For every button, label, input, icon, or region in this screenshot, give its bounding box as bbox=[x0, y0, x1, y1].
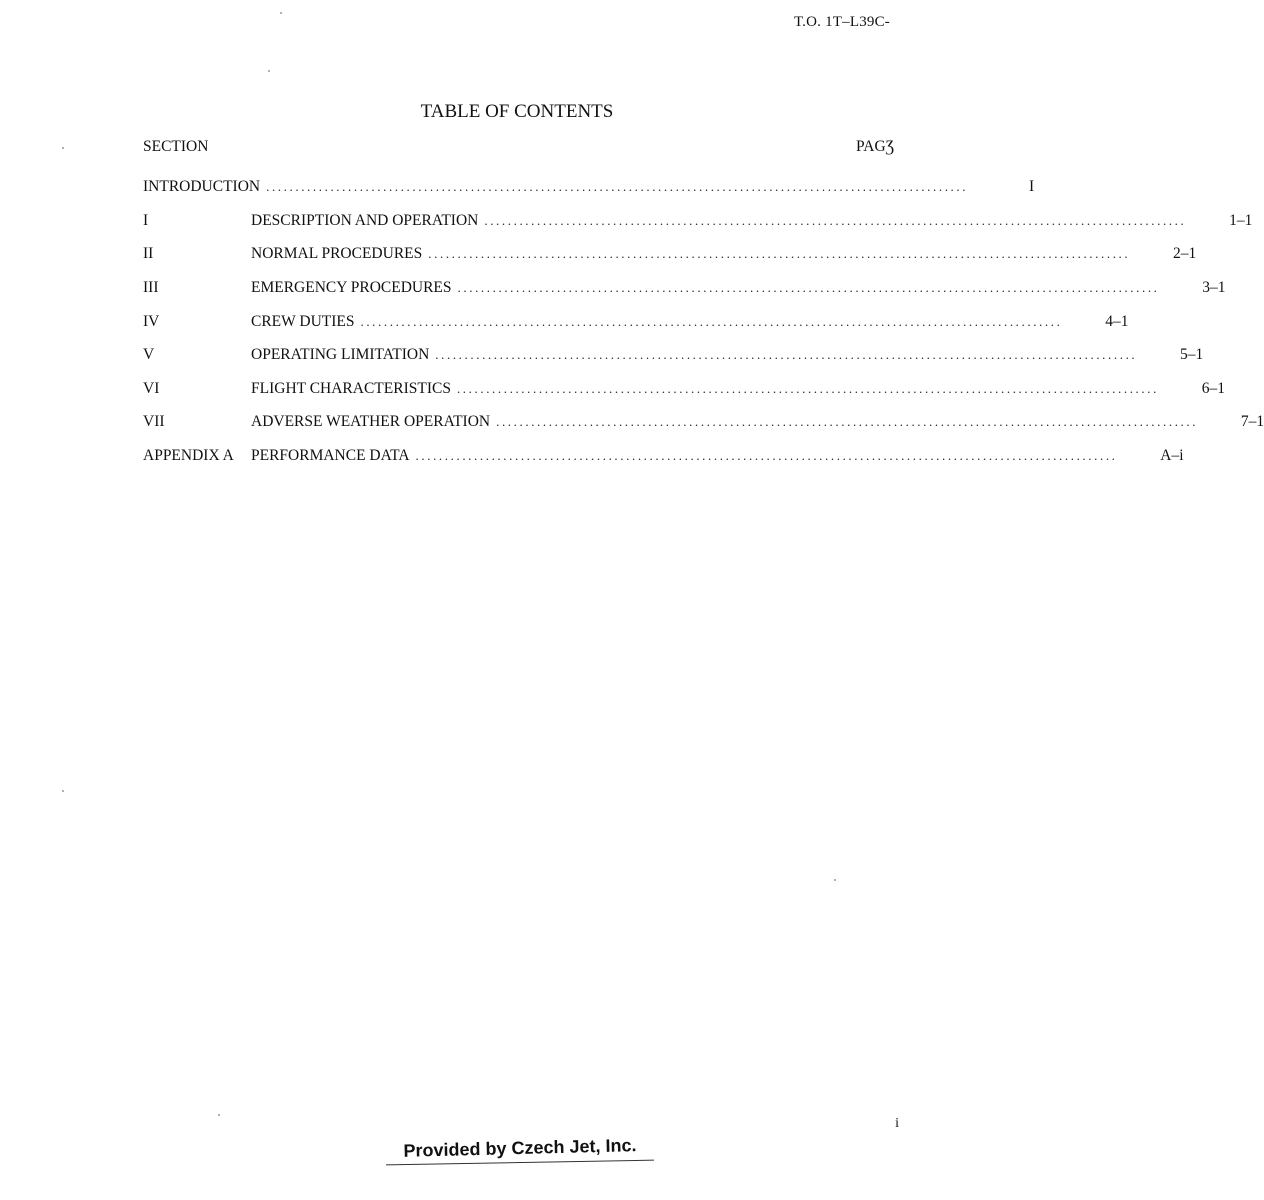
toc-entry bbox=[143, 279, 1226, 301]
toc-entry-title: EMERGENCY PROCEDURES bbox=[251, 279, 452, 296]
section-column-header: SECTION bbox=[143, 138, 209, 155]
footer-credit: Provided by Czech Jet, Inc. bbox=[403, 1135, 637, 1161]
page-column-header: PAGƷ bbox=[856, 138, 894, 155]
toc-entry-number: VII bbox=[143, 413, 165, 430]
toc-entry-title: PERFORMANCE DATA bbox=[251, 447, 410, 464]
toc-entry-title: ADVERSE WEATHER OPERATION bbox=[251, 413, 491, 430]
toc-entry-page: 2–1 bbox=[1173, 245, 1197, 262]
toc-entry-number: I bbox=[143, 212, 149, 229]
toc-dot-leader: ........................................................................................................................ bbox=[428, 246, 1131, 261]
toc-entry-title: INTRODUCTION bbox=[143, 178, 261, 195]
toc-entry-number: APPENDIX A bbox=[143, 447, 234, 464]
toc-entry-number: VI bbox=[143, 380, 160, 397]
toc-entry bbox=[143, 178, 1035, 200]
toc-dot-leader: ........................................................................................................................ bbox=[457, 280, 1160, 295]
toc-entry bbox=[143, 212, 1253, 234]
page-number: i bbox=[895, 1116, 899, 1131]
toc-dot-leader: ........................................................................................................................ bbox=[360, 314, 1063, 329]
toc-dot-leader: ........................................................................................................................ bbox=[496, 414, 1199, 429]
toc-entry bbox=[143, 346, 1204, 368]
toc-entry-page: 1–1 bbox=[1229, 212, 1253, 229]
page-title: TABLE OF CONTENTS bbox=[420, 101, 614, 122]
toc-entry-title: NORMAL PROCEDURES bbox=[251, 245, 423, 262]
toc-entry-title: CREW DUTIES bbox=[251, 313, 355, 330]
toc-entry-page: A–i bbox=[1160, 447, 1184, 464]
scan-speck bbox=[218, 1114, 220, 1116]
document-id: T.O. 1T–L39C- bbox=[793, 14, 890, 30]
toc-dot-leader: ........................................................................................................................ bbox=[415, 448, 1118, 463]
toc-entry-number: II bbox=[143, 245, 154, 262]
toc-entry bbox=[143, 245, 1197, 267]
toc-dot-leader: ........................................................................................................................ bbox=[456, 381, 1159, 396]
toc-entry bbox=[143, 447, 1184, 469]
toc-entry-page: 7–1 bbox=[1240, 413, 1264, 430]
toc-entry-number: V bbox=[143, 346, 155, 363]
scan-speck bbox=[834, 879, 836, 881]
toc-entry-page: 5–1 bbox=[1180, 346, 1204, 363]
scan-speck bbox=[280, 12, 282, 14]
toc-dot-leader: ........................................................................................................................ bbox=[435, 347, 1138, 362]
toc-entry bbox=[143, 313, 1129, 335]
toc-entry bbox=[143, 413, 1264, 435]
toc-entry-title: FLIGHT CHARACTERISTICS bbox=[251, 380, 451, 397]
toc-entry-page: 4–1 bbox=[1105, 313, 1129, 330]
toc-entry-number: III bbox=[143, 279, 159, 296]
toc-entry-title: DESCRIPTION AND OPERATION bbox=[251, 212, 479, 229]
scan-speck bbox=[268, 70, 270, 72]
toc-dot-leader: ........................................................................................................................ bbox=[484, 213, 1187, 228]
scan-speck bbox=[62, 147, 64, 149]
toc-dot-leader: ........................................................................................................................ bbox=[266, 179, 969, 194]
toc-entry-number: IV bbox=[143, 313, 160, 330]
toc-entry-page: 3–1 bbox=[1202, 279, 1226, 296]
toc-entry bbox=[143, 380, 1225, 402]
toc-entry-page: 6–1 bbox=[1201, 380, 1225, 397]
scan-speck bbox=[62, 790, 64, 792]
toc-entry-title: OPERATING LIMITATION bbox=[251, 346, 430, 363]
toc-entry-page: I bbox=[1028, 178, 1035, 195]
